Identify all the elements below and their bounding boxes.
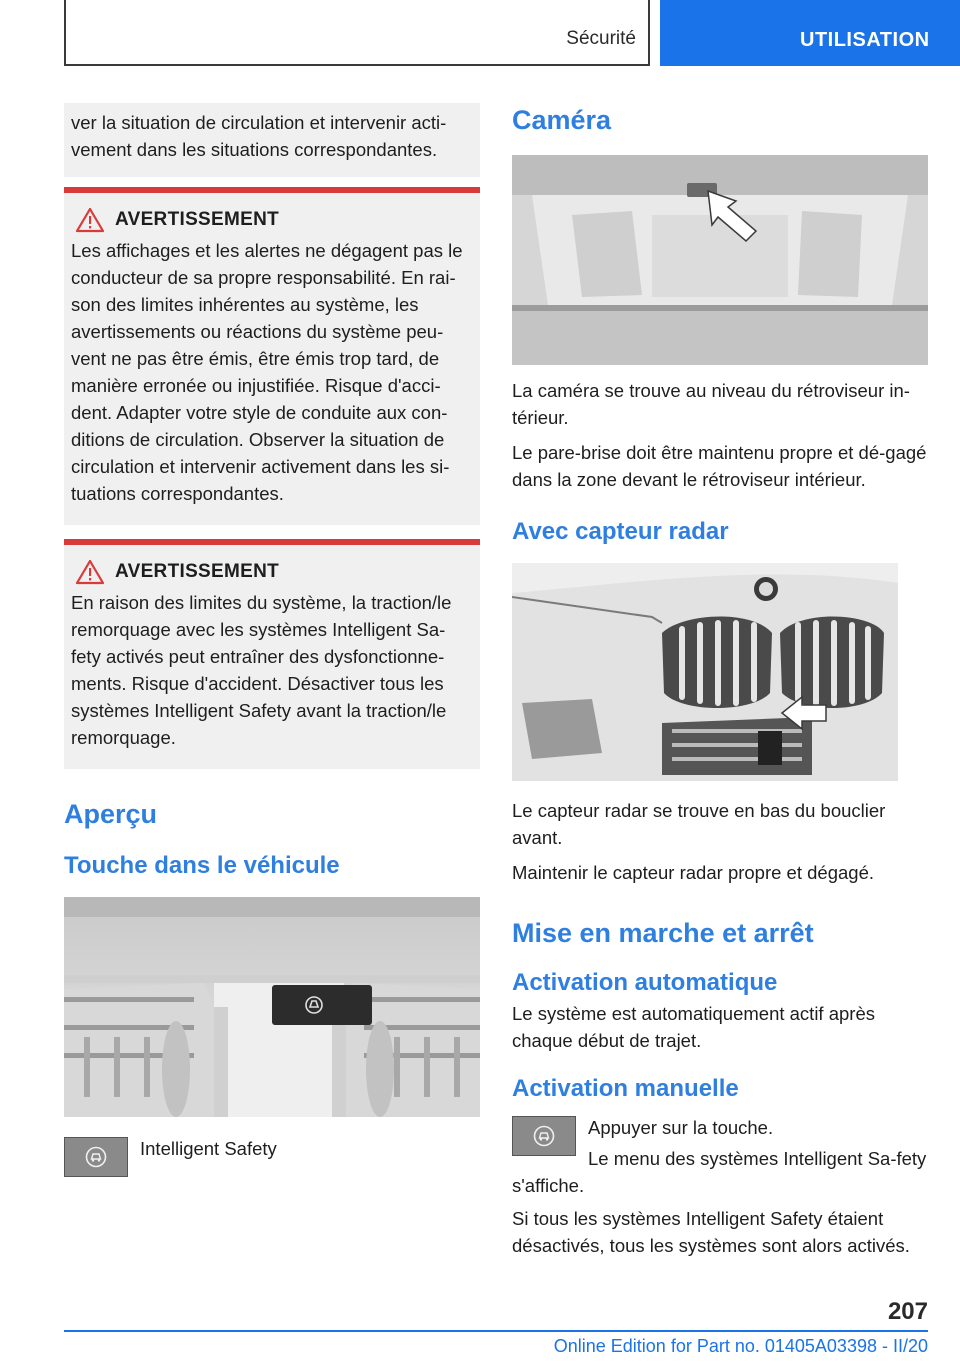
footer-divider bbox=[64, 1330, 928, 1332]
warning-text-2: En raison des limites du système, la traction/le remorquage avec les systèmes Intelligent Sa-fety activés peut entraîner des dysfonctionne-ments. Risque d'accident. Désactiver tous les systèmes Intelligent Safety avant la traction/le remorquage. bbox=[71, 592, 452, 748]
manual-heading: Activation manuelle bbox=[512, 1075, 739, 1102]
intelligent-safety-button-thumb bbox=[64, 1137, 128, 1177]
camera-heading: Caméra bbox=[512, 105, 612, 135]
touche-heading: Touche dans le véhicule bbox=[64, 852, 340, 879]
footer-edition: Online Edition for Part no. 01405A03398 - II/20 bbox=[553, 1336, 928, 1356]
intro-box bbox=[64, 103, 480, 177]
header-chapter-box bbox=[660, 0, 960, 66]
dashboard-button-image bbox=[64, 897, 480, 1117]
apercu-heading: Aperçu bbox=[64, 799, 158, 829]
warning-triangle-icon bbox=[75, 559, 105, 585]
radar-text-2: Maintenir le capteur radar propre et dégagé. bbox=[512, 862, 874, 883]
camera-text-1: La caméra se trouve au niveau du rétroviseur in-térieur. bbox=[512, 380, 910, 428]
left-column bbox=[64, 103, 480, 1187]
radar-image bbox=[512, 563, 898, 781]
camera-text-2: Le pare-brise doit être maintenu propre et dé-gagé dans la zone devant le rétroviseur intérieur. bbox=[512, 442, 927, 490]
page-number: 207 bbox=[887, 1298, 928, 1325]
header-chapter-title: UTILISATION bbox=[800, 29, 930, 51]
auto-text: Le système est automatiquement actif après chaque début de trajet. bbox=[512, 1003, 875, 1051]
mise-heading: Mise en marche et arrêt bbox=[512, 918, 814, 948]
intelligent-safety-label: Intelligent Safety bbox=[140, 1138, 277, 1159]
camera-image bbox=[512, 155, 928, 365]
intelligent-safety-icon bbox=[85, 1146, 107, 1168]
warning-box-2 bbox=[64, 539, 480, 769]
warning-title-1: AVERTISSEMENT bbox=[115, 209, 280, 230]
radar-text-1: Le capteur radar se trouve en bas du bouclier avant. bbox=[512, 800, 886, 848]
manual-text-1: Appuyer sur la touche. bbox=[588, 1117, 774, 1138]
manual-text-2: Le menu des systèmes Intelligent Sa-fety s'affiche. bbox=[512, 1148, 927, 1196]
manual-text-3: Si tous les systèmes Intelligent Safety étaient désactivés, tous les systèmes sont alors activés. bbox=[512, 1208, 910, 1256]
warning-triangle-icon bbox=[75, 207, 105, 233]
warning-title-2: AVERTISSEMENT bbox=[115, 561, 280, 582]
right-column bbox=[512, 103, 928, 1259]
warning-box-1 bbox=[64, 187, 480, 525]
warning-header-2 bbox=[71, 557, 473, 587]
intro-text: ver la situation de circulation et intervenir acti-vement dans les situations correspondantes. bbox=[71, 112, 447, 160]
header-section-box bbox=[64, 0, 650, 66]
header-section-title: Sécurité bbox=[566, 28, 636, 49]
intelligent-safety-icon bbox=[533, 1125, 555, 1147]
radar-heading: Avec capteur radar bbox=[512, 518, 729, 545]
warning-text-1: Les affichages et les alertes ne dégagent pas le conducteur de sa propre responsabilité. En rai-son des limites inhérentes au système, les avertissements ou réactions du système peu-vent ne pas être émis, être émis trop tard, de manière erronée ou injustifiée. Risque d'acci-dent. Adapter votre style de conduite aux con-ditions de circulation. Observer la situation de circulation et intervenir activement dans les si-tuations correspondantes. bbox=[71, 240, 463, 504]
warning-header-1 bbox=[71, 205, 473, 235]
manual-button-thumb bbox=[512, 1116, 576, 1156]
auto-heading: Activation automatique bbox=[512, 969, 778, 996]
